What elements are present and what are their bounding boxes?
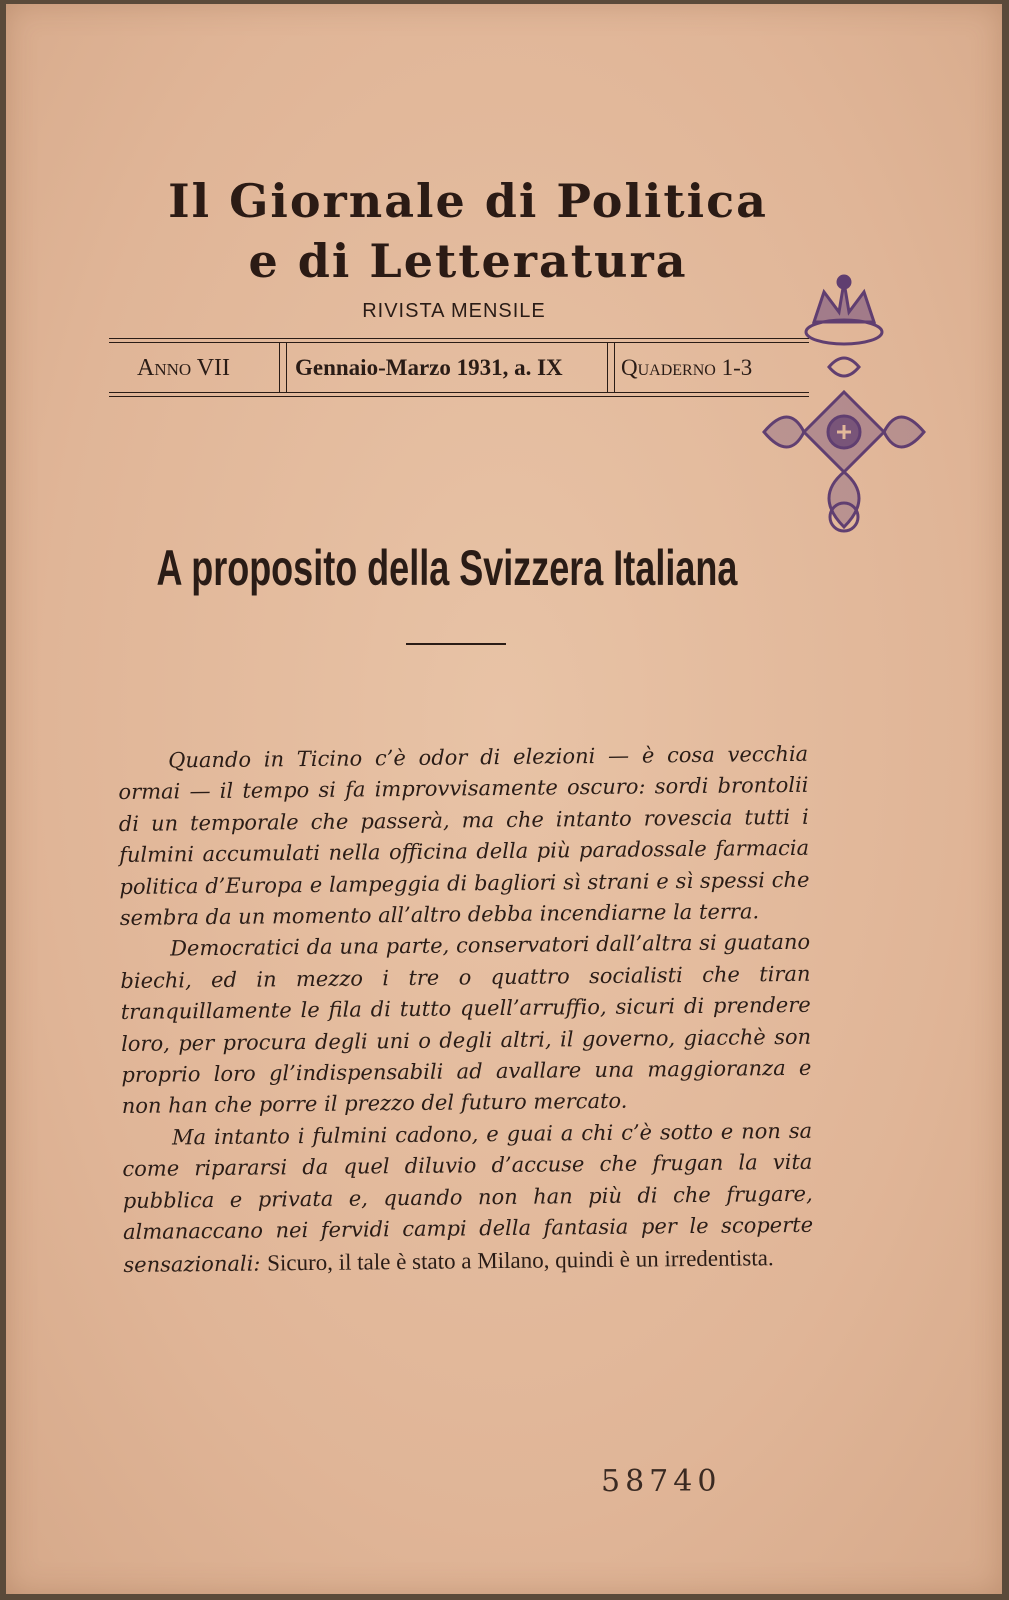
separator (607, 342, 615, 392)
accession-number: 58740 (601, 1464, 722, 1499)
article-body (118, 739, 814, 1281)
bottom-rule-inner (109, 392, 809, 393)
crown-cross-stamp-icon (744, 272, 944, 547)
paragraph-3 (122, 1116, 814, 1281)
issue-info-bar (109, 338, 809, 398)
masthead-subtitle: RIVISTA MENSILE (362, 300, 546, 322)
separator (279, 342, 287, 392)
paragraph-3-italic: Ma intanto i fulmini cadono, e guai a chi c’è sotto e non sa come ripararsi da quel diluvio d’accuse che frugan la vita pubblica e privata e, quando non han più di che frugare, almanaccano nei fervidi campi della fantasia per le scoperte sensazionali: (122, 1118, 814, 1277)
top-rule (109, 338, 809, 339)
masthead-title-line1: Il Giornale di Politica (168, 174, 768, 228)
issue-quaderno: Quaderno 1-3 (621, 355, 753, 380)
issue-date: Gennaio-Marzo 1931, a. IX (295, 355, 563, 380)
top-rule-inner (109, 342, 809, 343)
bottom-rule (109, 396, 809, 397)
paragraph-2: Democratici da una parte, conservatori dall’altra si guatano biechi, ed in mezzo i tre o quattro socialisti che tiran tranquillamente le fila di tutto quell’arruffio, sicuri di prendere loro, per procura degli uni o degli altri, il governo, giacchè son proprio loro gl’indispensabili ad avallare una maggioranza e non han che porre il prezzo del futuro mercato. (120, 930, 812, 1119)
title-divider (406, 643, 506, 645)
paragraph-1: Quando in Ticino c’è odor di elezioni — è cosa vecchia ormai — il tempo si fa improvvisamente oscuro: sordi brontolii di un temporale che passerà, ma che intanto rovescia tutti i fulmini accumulati nella officina della più paradossale farmacia politica d’Europa e lampeggia di bagliori sì strani e sì spessi che sembra da un momento all’altro debba incendiarne la terra. (118, 741, 810, 931)
document-page (6, 4, 1002, 1594)
issue-anno: Anno VII (137, 355, 231, 381)
masthead-title-line2: e di Letteratura (248, 234, 688, 288)
article-title: A proposito della Svizzera Italiana (156, 540, 738, 596)
paragraph-3-roman: Sicuro, il tale è stato a Milano, quindi è un irredentista. (266, 1244, 774, 1275)
